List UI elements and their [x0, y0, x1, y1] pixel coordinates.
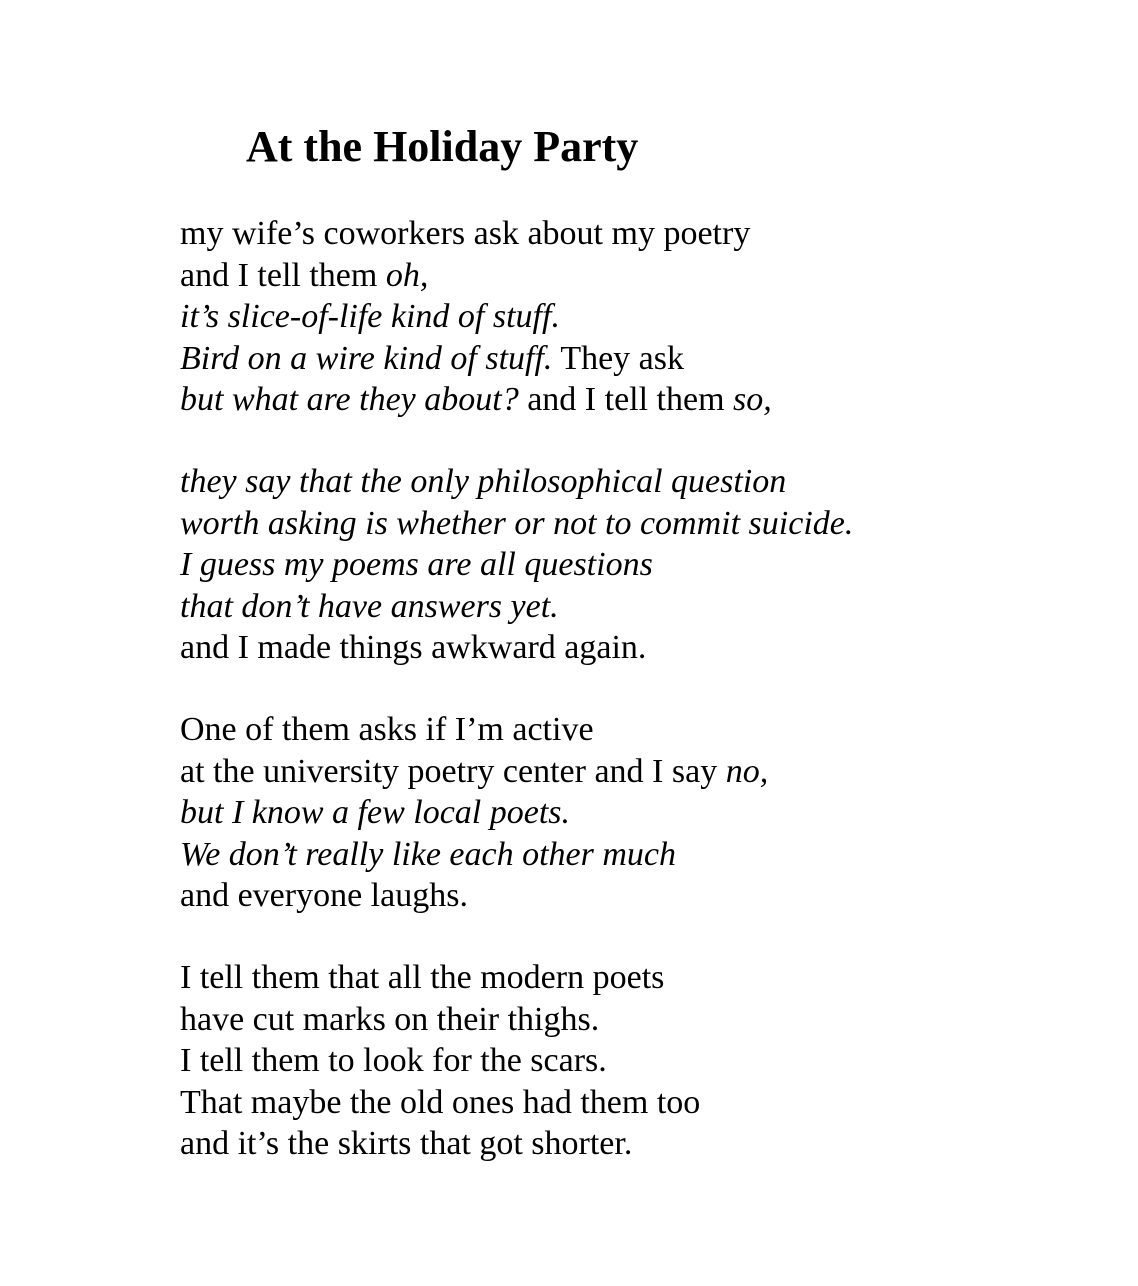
- poem-line: [180, 296, 772, 338]
- line-text: at the university poetry center and I say: [180, 752, 726, 790]
- italic-text: that don’t have answers yet.: [180, 587, 559, 625]
- line-text: One of them asks if I’m active: [180, 711, 594, 748]
- poem-line: [180, 1123, 700, 1165]
- poem-line: [180, 709, 768, 751]
- italic-text: oh,: [385, 256, 429, 294]
- poem-line: [180, 999, 700, 1041]
- line-text: have cut marks on their thighs.: [180, 1000, 600, 1038]
- poem-line: [180, 1040, 700, 1082]
- poem-line: [180, 255, 772, 297]
- poem-line: [180, 751, 768, 793]
- line-text: and it’s the skirts that got shorter.: [180, 1125, 633, 1162]
- poem-line: [180, 834, 768, 876]
- italic-text: they say that the only philosophical question: [180, 463, 787, 500]
- poem-line: [180, 627, 853, 669]
- poem-line: [180, 379, 772, 421]
- poem-line: [180, 338, 772, 380]
- line-text: and I tell them: [180, 256, 386, 294]
- line-text: I tell them to look for the scars.: [180, 1042, 607, 1079]
- line-text: and everyone laughs.: [180, 877, 468, 914]
- poem-line: [180, 544, 853, 586]
- poem-line: [180, 875, 768, 917]
- italic-text: worth asking is whether or not to commit suicide.: [180, 504, 854, 542]
- poem-title: At the Holiday Party: [246, 122, 639, 171]
- line-text: my wife’s coworkers ask about my poetry: [180, 215, 751, 252]
- italic-text: Bird on a wire kind of stuff.: [180, 339, 553, 377]
- line-text: and I made things awkward again.: [180, 629, 647, 666]
- italic-text: I guess my poems are all questions: [180, 546, 653, 583]
- line-text: That maybe the old ones had them too: [180, 1083, 701, 1121]
- italic-text: but I know a few local poets.: [180, 794, 571, 831]
- italic-text: no,: [725, 752, 769, 790]
- poem-line: [180, 503, 853, 545]
- poem-line: [180, 1082, 700, 1124]
- line-text: They ask: [552, 339, 685, 377]
- poem-line: [180, 586, 853, 628]
- italic-text: but what are they about?: [180, 381, 519, 418]
- line-text: I tell them that all the modern poets: [180, 959, 665, 996]
- italic-text: We don’t really like each other much: [180, 835, 677, 873]
- stanza-3: [180, 709, 768, 917]
- poem-line: [180, 461, 853, 503]
- stanza-4: [180, 957, 700, 1165]
- poem-line: [180, 792, 768, 834]
- poem-line: [180, 213, 772, 255]
- stanza-2: [180, 461, 853, 669]
- line-text: and I tell them: [518, 381, 734, 418]
- poem-line: [180, 957, 700, 999]
- stanza-1: [180, 213, 772, 421]
- italic-text: it’s slice-of-life kind of stuff.: [180, 298, 560, 335]
- italic-text: so,: [733, 381, 772, 418]
